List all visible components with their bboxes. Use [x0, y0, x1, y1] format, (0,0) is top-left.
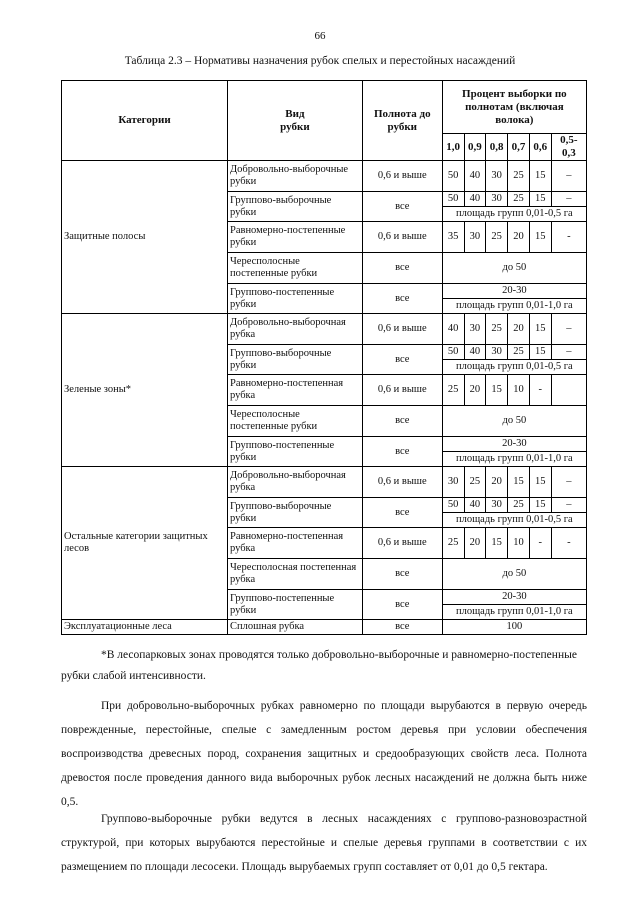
- kind-cell: Добровольно-выборочные рубки: [227, 161, 362, 192]
- value-cell: 25: [464, 467, 486, 498]
- header-col-3: 0,7: [508, 134, 530, 161]
- kind-cell: Добровольно-выборочная рубка: [227, 467, 362, 498]
- kind-cell: Чересполосные постепенные рубки: [227, 406, 362, 437]
- span-cell: до 50: [442, 253, 586, 284]
- density-cell: все: [362, 345, 442, 375]
- value-cell: 20: [464, 375, 486, 406]
- table-footnote: *В лесопарковых зонах проводятся только добровольно-выборочные и равномерно-постепенные рубки слабой интенсивности.: [61, 649, 577, 682]
- kind-cell: Чересполосная постепенная рубка: [227, 559, 362, 590]
- span-cell: 20-30: [442, 590, 586, 605]
- paragraph-1: При добровольно-выборочных рубках равномерно по площади вырубаются в первую очередь поврежденные, перестойные, спелые с замедленным ростом деревья при условии обеспечения воспроизводства древесных пород, сохранения защитных и средообразующих свойств леса. Полнота древостоя после проведения данного вида выборочных рубок лесных насаждений не должна быть ниже 0,5.: [61, 700, 587, 808]
- density-cell: все: [362, 406, 442, 437]
- header-col-2: 0,8: [486, 134, 508, 161]
- category-cell: Защитные полосы: [62, 161, 228, 314]
- header-density: Полнота до рубки: [362, 81, 442, 161]
- value-cell: 30: [486, 498, 508, 513]
- span-cell: 20-30: [442, 437, 586, 452]
- density-cell: все: [362, 284, 442, 314]
- value-cell: 20: [508, 222, 530, 253]
- norms-table: [61, 80, 587, 635]
- value-cell: –: [551, 345, 586, 360]
- header-col-5: 0,5- 0,3: [551, 134, 586, 161]
- density-cell: 0,6 и выше: [362, 375, 442, 406]
- value-cell: 50: [442, 192, 464, 207]
- density-cell: все: [362, 559, 442, 590]
- density-cell: все: [362, 437, 442, 467]
- value-cell: –: [551, 467, 586, 498]
- value-cell: –: [551, 161, 586, 192]
- header-col-1: 0,9: [464, 134, 486, 161]
- table-row: [62, 161, 587, 192]
- table-caption: Таблица 2.3 – Нормативы назначения рубок спелых и перестойных насаждений: [124, 55, 516, 67]
- category-cell: Эксплуатационные леса: [62, 620, 228, 635]
- value-cell: -: [551, 222, 586, 253]
- value-cell: 25: [508, 161, 530, 192]
- value-cell: 20: [508, 314, 530, 345]
- area-cell: площадь групп 0,01-1,0 га: [442, 605, 586, 620]
- value-cell: 15: [529, 161, 551, 192]
- area-cell: площадь групп 0,01-0,5 га: [442, 360, 586, 375]
- table-row: [62, 467, 587, 498]
- kind-cell: Группово-постепенные рубки: [227, 284, 362, 314]
- value-cell: 15: [486, 375, 508, 406]
- kind-cell: Чересполосные постепенные рубки: [227, 253, 362, 284]
- value-cell: 30: [464, 314, 486, 345]
- kind-cell: Равномерно-постепенные рубки: [227, 222, 362, 253]
- value-cell: 20: [464, 528, 486, 559]
- density-cell: все: [362, 590, 442, 620]
- header-kind: Вид рубки: [227, 81, 362, 161]
- value-cell: 10: [508, 375, 530, 406]
- value-cell: 15: [529, 498, 551, 513]
- table-row: [62, 314, 587, 345]
- span-cell: до 50: [442, 559, 586, 590]
- density-cell: все: [362, 253, 442, 284]
- value-cell: 50: [442, 345, 464, 360]
- value-cell: 15: [529, 192, 551, 207]
- value-cell: 30: [486, 192, 508, 207]
- density-cell: 0,6 и выше: [362, 161, 442, 192]
- density-cell: все: [362, 192, 442, 222]
- value-cell: –: [551, 498, 586, 513]
- density-cell: 0,6 и выше: [362, 222, 442, 253]
- span-cell: 20-30: [442, 284, 586, 299]
- value-cell: 40: [464, 161, 486, 192]
- kind-cell: Группово-постепенные рубки: [227, 437, 362, 467]
- value-cell: 15: [486, 528, 508, 559]
- kind-cell: Группово-выборочные рубки: [227, 345, 362, 375]
- area-cell: площадь групп 0,01-1,0 га: [442, 299, 586, 314]
- value-cell: 25: [508, 345, 530, 360]
- kind-cell: Группово-выборочные рубки: [227, 498, 362, 528]
- kind-cell: Добровольно-выборочная рубка: [227, 314, 362, 345]
- value-cell: 10: [508, 528, 530, 559]
- value-cell: -: [551, 528, 586, 559]
- value-cell: 50: [442, 161, 464, 192]
- kind-cell: Группово-постепенные рубки: [227, 590, 362, 620]
- value-cell: 25: [508, 192, 530, 207]
- value-cell: 25: [486, 314, 508, 345]
- value-cell: -: [529, 528, 551, 559]
- value-cell: 25: [442, 528, 464, 559]
- kind-cell: Сплошная рубка: [227, 620, 362, 635]
- paragraph-2: Группово-выборочные рубки ведутся в лесных насаждениях с группово-разновозрастной структурой, при которых вырубаются перестойные и спелые деревья группами в соответствии с их размещением по площади лесосеки. Площадь вырубаемых групп составляет от 0,01 до 0,5 гектара.: [61, 813, 587, 873]
- density-cell: 0,6 и выше: [362, 528, 442, 559]
- header-category: Категории: [62, 81, 228, 161]
- kind-cell: Равномерно-постепенная рубка: [227, 528, 362, 559]
- value-cell: 25: [508, 498, 530, 513]
- area-cell: площадь групп 0,01-0,5 га: [442, 513, 586, 528]
- value-cell: 15: [529, 222, 551, 253]
- category-cell: Зеленые зоны*: [62, 314, 228, 467]
- density-cell: все: [362, 498, 442, 528]
- page-number: 66: [314, 30, 326, 42]
- density-cell: 0,6 и выше: [362, 467, 442, 498]
- value-cell: -: [529, 375, 551, 406]
- value-cell: 40: [464, 192, 486, 207]
- value-cell: 30: [464, 222, 486, 253]
- value-cell: 40: [464, 498, 486, 513]
- kind-cell: Равномерно-постепенная рубка: [227, 375, 362, 406]
- header-col-4: 0,6: [529, 134, 551, 161]
- header-percent: Процент выборки по полнотам (включая волока): [442, 81, 586, 134]
- value-cell: –: [551, 314, 586, 345]
- value-cell: 30: [442, 467, 464, 498]
- value-cell: 35: [442, 222, 464, 253]
- value-cell: –: [551, 192, 586, 207]
- header-col-0: 1,0: [442, 134, 464, 161]
- table-row: [62, 620, 587, 635]
- value-cell: 15: [529, 314, 551, 345]
- value-cell: 40: [464, 345, 486, 360]
- span-cell: 100: [442, 620, 586, 635]
- density-cell: 0,6 и выше: [362, 314, 442, 345]
- density-cell: все: [362, 620, 442, 635]
- value-cell: 20: [486, 467, 508, 498]
- kind-cell: Группово-выборочные рубки: [227, 192, 362, 222]
- span-cell: до 50: [442, 406, 586, 437]
- value-cell: 40: [442, 314, 464, 345]
- area-cell: площадь групп 0,01-0,5 га: [442, 207, 586, 222]
- value-cell: [551, 375, 586, 406]
- area-cell: площадь групп 0,01-1,0 га: [442, 452, 586, 467]
- value-cell: 15: [508, 467, 530, 498]
- value-cell: 15: [529, 467, 551, 498]
- value-cell: 30: [486, 161, 508, 192]
- category-cell: Остальные категории защитных лесов: [62, 467, 228, 620]
- value-cell: 50: [442, 498, 464, 513]
- value-cell: 15: [529, 345, 551, 360]
- value-cell: 25: [442, 375, 464, 406]
- value-cell: 25: [486, 222, 508, 253]
- value-cell: 30: [486, 345, 508, 360]
